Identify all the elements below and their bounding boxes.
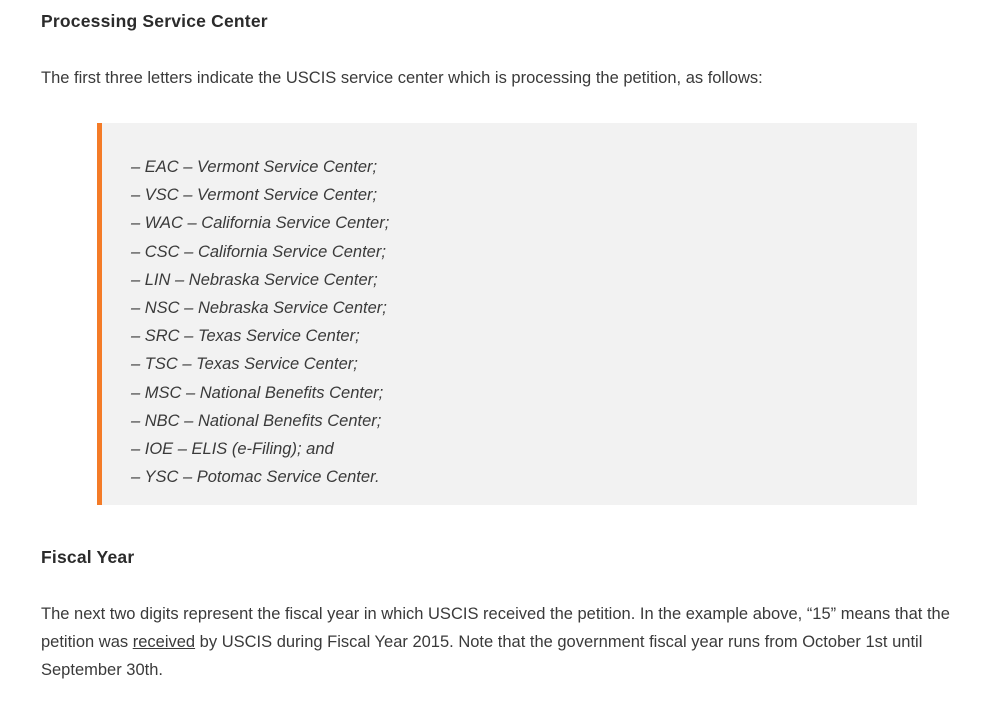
fiscal-text-emphasis: received (132, 633, 196, 651)
fiscal-text-part2: by USCIS during Fiscal Year 2015. Note that the government fiscal year runs from October 1st until September 30th. (41, 633, 923, 679)
list-item: – IOE – ELIS (e-Filing); and (131, 440, 334, 459)
list-item: – VSC – Vermont Service Center; (131, 186, 378, 205)
list-item: – LIN – Nebraska Service Center; (131, 270, 378, 289)
list-item: – MSC – National Benefits Center; (131, 383, 384, 402)
list-item: – EAC – Vermont Service Center; (131, 158, 378, 176)
list-item: – WAC – California Service Center; (131, 214, 390, 233)
page-title: Processing Service Center (41, 11, 268, 31)
list-item: – NBC – National Benefits Center; (131, 411, 382, 430)
service-center-list (102, 123, 917, 491)
fiscal-year-paragraph (41, 600, 959, 684)
fiscal-text-part1: The next two digits represent the fiscal year in which USCIS received the petition. In the example above, “15” means that the petition was (41, 605, 950, 651)
section-heading-fiscal-year: Fiscal Year (41, 547, 135, 567)
service-center-callout (97, 123, 917, 505)
list-item: – YSC – Potomac Service Center. (131, 468, 380, 487)
list-item: – NSC – Nebraska Service Center; (131, 299, 387, 318)
list-item: – SRC – Texas Service Center; (131, 327, 360, 346)
intro-paragraph: The first three letters indicate the USCIS service center which is processing the petition, as follows: (41, 69, 763, 87)
list-item: – CSC – California Service Center; (131, 242, 386, 261)
list-item: – TSC – Texas Service Center; (131, 355, 358, 374)
